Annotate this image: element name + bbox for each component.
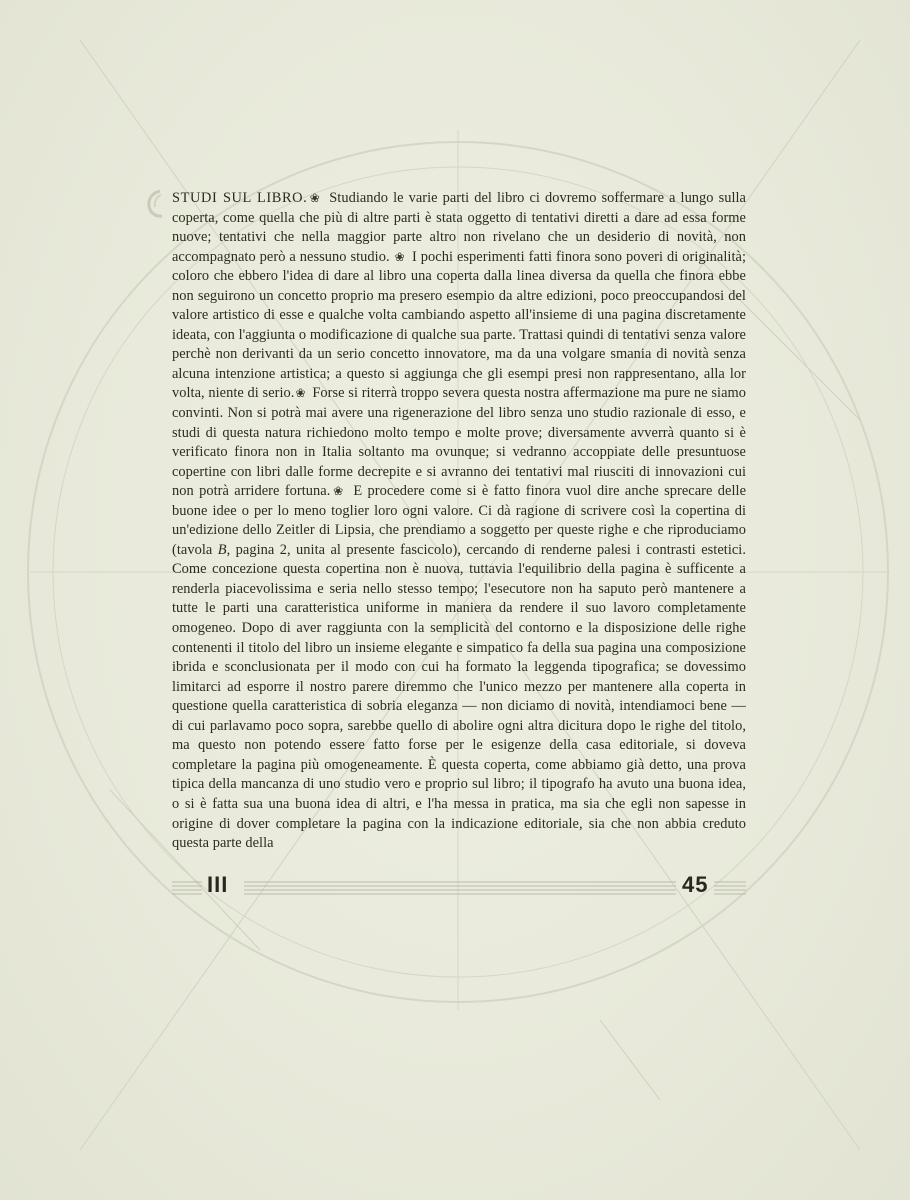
article-body-part: Forse si riterrà troppo severa questa nostra affermazione ma pure ne siamo convinti. Non si potrà mai avere una rigenerazione del libro senza uno studio razionale di esso, e studi di questa natura richiedono molto tempo e molte prove; diversamente avverrà quanto si è verificato finora non in Italia soltanto ma ovunque; si vedranno accoppiate delle presuntuose copertine con libri dalle forme decrepite e si avranno dei tentativi mal riusciti di innovazioni cui non potrà arridere fortuna. bbox=[172, 385, 747, 500]
floral-ornament-icon: ❀ bbox=[394, 249, 406, 264]
article-body-part: , pagina 2, unita al presente fascicolo), cercando di renderne palesi i contrasti estetici. Come concezione questa copertina non è nuova, tuttavia l'equilibrio della pagina è sufficente a renderla piacevolissima e seria nello stesso tempo; l'esecutore non ha saputo però mantenere a tutte le parti una caratteristica uniforme in maniera da rendere il suo lavoro completamente omogeneo. Dopo di aver raggiunta con la semplicità del contorno e la disposizione delle righe contenenti il titolo del libro un insieme elegante e simpatico fa della sua pagina una composizione ibrida e sconclusionata per il modo con cui ha formato la leggenda tipografica; se dovessimo limitarci ad esporre il nostro parere diremmo che l'unico mezzo per mantenere alla coperta in questione quella caratteristica di sobria eleganza — non diciamo di novità, intendiamoci bene — di cui parlavamo poco sopra, sarebbe quello di abolire ogni altra dicitura dopo le righe del titolo, ma questo non potendo essere fatto forse per le esigenze della casa editoriale, si doveva completare la pagina più omogeneamente. È questa coperta, come abbiamo già detto, una prova tipica della mancanza di uno studio vero e proprio sul libro; il tipografo ha avuto una buona idea, o si è fatta sua una buona idea di altri, e l'ha messa in pratica, ma sia che egli non sapesse in origine di dover completare la pagina con la indicazione editoriale, sia che non abbia creduto questa parte della bbox=[172, 541, 746, 852]
article-paragraph bbox=[172, 189, 746, 854]
article-body-part: E procedere come si è fatto finora vuol dire anche sprecare delle buone idee o per lo meno toglier loro ogni valore. Ci dà ragione di scrivere così la copertina di un'edizione dello Zeitler di Lipsia, che prendiamo a soggetto per queste righe e che riproduciamo (tavola bbox=[172, 483, 746, 558]
section-heading: STUDI SUL LIBRO. bbox=[172, 190, 308, 206]
plate-reference-letter: B bbox=[217, 541, 227, 558]
article-body-part: I pochi esperimenti fatti finora sono poveri di originalità; coloro che ebbero l'idea di dare al libro una coperta dalla linea diversa da quella che finora ebbe non seguirono un concetto proprio ma presero esempio da altre edizioni, poco preoccupandosi del valore artistico di esse e qualche volta cambiando aspetto all'insieme di una pagina discretamente ideata, con l'aggiunta o modificazione di qualche sua parte. Trattasi quindi di tentativi senza valore perchè non derivanti da un serio concetto innovatore, ma da una volgare smania di novità senza alcuna intenzione artistica; a questo si aggiunga che gli esempi presi non rappresentano, alla lor volta, niente di serio. bbox=[172, 248, 746, 402]
drop-initial-ornament-icon bbox=[146, 189, 166, 219]
article-text bbox=[172, 189, 746, 854]
page-footer bbox=[172, 870, 746, 906]
section-label: III bbox=[207, 872, 229, 897]
page-number: 45 bbox=[682, 872, 709, 897]
floral-ornament-icon: ❀ bbox=[308, 191, 322, 205]
floral-ornament-icon: ❀ bbox=[295, 386, 306, 401]
footer-rule-lines bbox=[172, 870, 746, 906]
article-body-part: Studiando le varie parti del libro ci dovremo soffermare a lungo sulla coperta, come quella che più di altre parti è stata oggetto di tentativi diretti a dare ad essa forme nuove; tentativi che nella maggior parte altro non rivelano che un desiderio di novità, non accompagnato però a nessuno studio. bbox=[172, 190, 746, 265]
floral-ornament-icon: ❀ bbox=[331, 484, 345, 499]
